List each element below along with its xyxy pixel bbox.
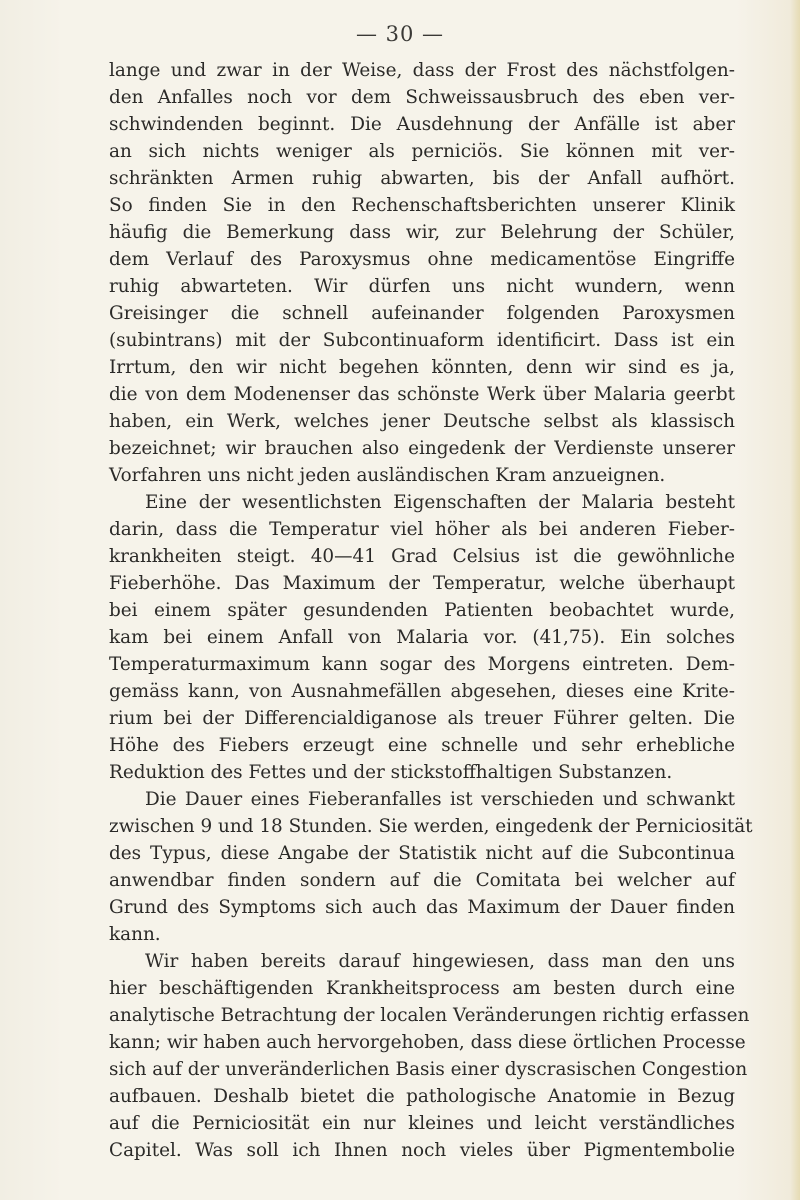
- text-line: Eine der wesentlichsten Eigenschaften der Malaria besteht: [145, 492, 735, 513]
- text-line: Irrtum, den wir nicht begehen könnten, denn wir sind es ja,: [109, 357, 735, 378]
- text-line: anwendbar finden sondern auf die Comitata bei welcher auf: [109, 870, 735, 891]
- text-line: Greisinger die schnell aufeinander folgenden Paroxysmen: [109, 303, 735, 324]
- text-line: kam bei einem Anfall von Malaria vor. (41,75). Ein solches: [109, 627, 735, 648]
- text-line: zwischen 9 und 18 Stunden. Sie werden, eingedenk der Perniciosität: [109, 816, 753, 837]
- text-line: kann; wir haben auch hervorgehoben, dass diese örtlichen Processe: [109, 1032, 746, 1053]
- text-line: bezeichnet; wir brauchen also eingedenk der Verdienste unserer: [109, 438, 735, 459]
- text-line: des Typus, diese Angabe der Statistik nicht auf die Subcontinua: [109, 843, 735, 864]
- text-line: gemäss kann, von Ausnahmefällen abgesehen, dieses eine Krite-: [109, 681, 735, 702]
- text-line: darin, dass die Temperatur viel höher als bei anderen Fieber-: [109, 519, 735, 540]
- text-line: Temperaturmaximum kann sogar des Morgens eintreten. Dem-: [109, 654, 735, 675]
- text-line: rium bei der Differencialdiganose als treuer Führer gelten. Die: [109, 708, 735, 729]
- text-line: Die Dauer eines Fieberanfalles ist verschieden und schwankt: [145, 789, 735, 810]
- text-line: Capitel. Was soll ich Ihnen noch vieles über Pigmentembolie: [109, 1140, 735, 1161]
- text-line: an sich nichts weniger als perniciös. Sie können mit ver-: [109, 141, 735, 162]
- text-line: kann.: [109, 924, 161, 945]
- text-line: Reduktion des Fettes und der stickstoffhaltigen Substanzen.: [109, 762, 673, 783]
- text-line: bei einem später gesundenden Patienten beobachtet wurde,: [109, 600, 735, 621]
- text-line: auf die Perniciosität ein nur kleines und leicht verständliches: [109, 1113, 735, 1134]
- text-line: aufbauen. Deshalb bietet die pathologische Anatomie in Bezug: [109, 1086, 735, 1107]
- text-line: ruhig abwarteten. Wir dürfen uns nicht wundern, wenn: [109, 276, 735, 297]
- page-number: — 30 —: [355, 22, 445, 46]
- text-line: hier beschäftigenden Krankheitsprocess am besten durch eine: [109, 978, 735, 999]
- text-line: Grund des Symptoms sich auch das Maximum der Dauer finden: [109, 897, 735, 918]
- text-line: So finden Sie in den Rechenschaftsberichten unserer Klinik: [109, 195, 735, 216]
- body-text: [109, 57, 753, 1164]
- text-line: sich auf der unveränderlichen Basis einer dyscrasischen Congestion: [109, 1059, 748, 1080]
- text-line: den Anfalles noch vor dem Schweissausbruch des eben ver-: [109, 87, 735, 108]
- text-line: haben, ein Werk, welches jener Deutsche selbst als klassisch: [109, 411, 735, 432]
- text-line: (subintrans) mit der Subcontinuaform identificirt. Dass ist ein: [109, 330, 735, 351]
- page-edge-shadow: [790, 0, 800, 1200]
- text-line: lange und zwar in der Weise, dass der Frost des nächstfolgen-: [109, 60, 735, 81]
- text-line: häufig die Bemerkung dass wir, zur Belehrung der Schüler,: [109, 222, 735, 243]
- text-line: krankheiten steigt. 40—41 Grad Celsius ist die gewöhnliche: [109, 546, 735, 567]
- text-line: analytische Betrachtung der localen Veränderungen richtig erfassen: [109, 1005, 750, 1026]
- text-line: Fieberhöhe. Das Maximum der Temperatur, welche überhaupt: [109, 573, 735, 594]
- text-line: Vorfahren uns nicht jeden ausländischen Kram anzueignen.: [109, 465, 666, 486]
- text-line: die von dem Modenenser das schönste Werk über Malaria geerbt: [109, 384, 735, 405]
- text-line: Höhe des Fiebers erzeugt eine schnelle und sehr erhebliche: [109, 735, 735, 756]
- text-line: dem Verlauf des Paroxysmus ohne medicamentöse Eingriffe: [109, 249, 735, 270]
- text-line: Wir haben bereits darauf hingewiesen, dass man den uns: [145, 951, 735, 972]
- text-line: schränkten Armen ruhig abwarten, bis der Anfall aufhört.: [109, 168, 735, 189]
- text-line: schwindenden beginnt. Die Ausdehnung der Anfälle ist aber: [109, 114, 735, 135]
